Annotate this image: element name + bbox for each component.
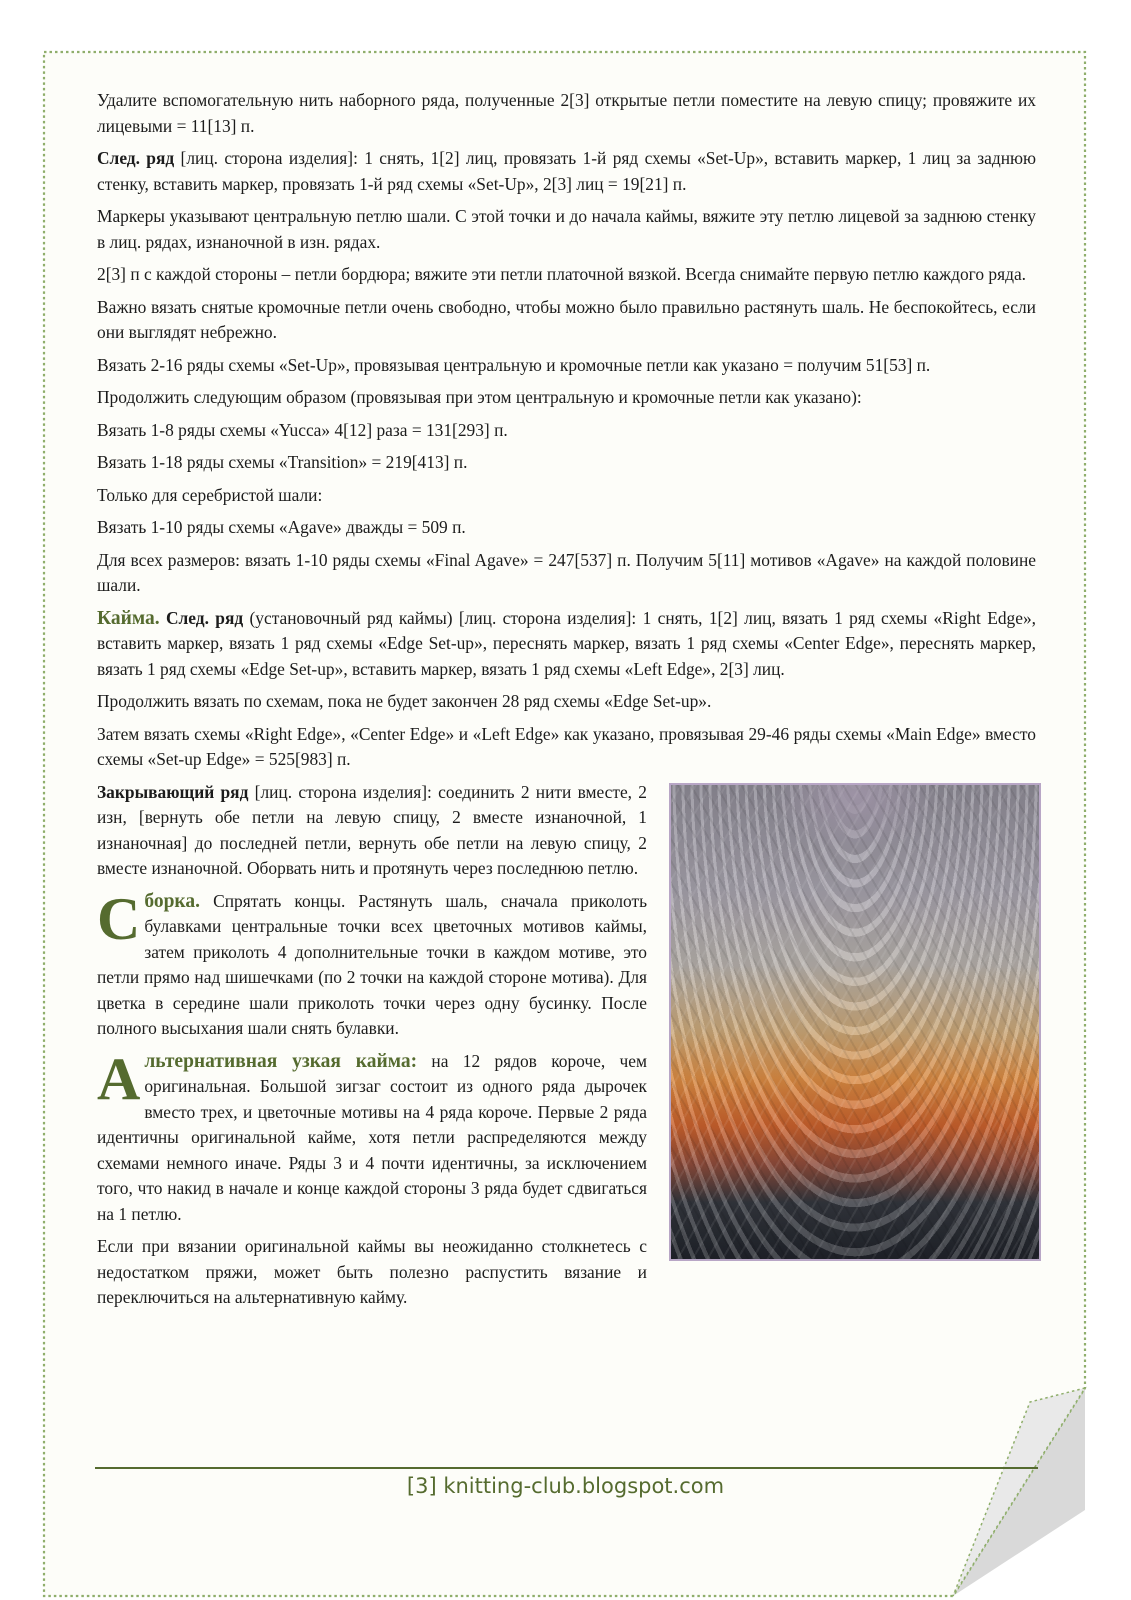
paragraph-14: Продолжить вязать по схемам, пока не будет закончен 28 ряд схемы «Edge Set-up». (97, 691, 712, 711)
paragraph-1: Удалите вспомогательную нить наборного ряда, полученные 2[3] открытые петли поместите на левую спицу; провяжите их лицевыми = 11[13] п. (97, 90, 1036, 136)
article-body (97, 88, 1036, 1318)
alternative-heading: льтернативная узкая кайма: (144, 1050, 418, 1072)
alternative-dropcap: А (97, 1045, 141, 1112)
paragraph-3: Маркеры указывают центральную петлю шали. С этой точки и до начала каймы, вяжите эту петлю лицевой за заднюю стенку в лиц. рядах, изнаночной в изн. рядах. (97, 206, 1036, 252)
wrap-area (97, 780, 1036, 1311)
paragraph-alternative: Альтернативная узкая кайма: на 12 рядов короче, чем оригинальная. Большой зигзаг состоит из одного ряда дырочек вместо трех, и цветочные мотивы на 4 ряда короче. Первые 2 ряда идентичны оригинальной кайме, хотя петли распределяются между схемами немного иначе. Ряды 3 и 4 почти идентичны, за исключением того, что накид в начале и конце каждой стороны 3 ряда будет сдвигаться на 1 петлю. (97, 1045, 647, 1224)
paragraph-2: След. ряд [лиц. сторона изделия]: 1 снять, 1[2] лиц, провязать 1-й ряд схемы «Set-Up», вставить маркер, 1 лиц за заднюю стенку, вставить маркер, провязать 1-й ряд схемы «Set-Up», 2[3] лиц = 19[21] п. (97, 148, 1036, 194)
bind-off-label: Закрывающий ряд (97, 781, 249, 802)
footer-text: [3] knitting-club.blogspot.com (406, 1474, 725, 1498)
assembly-dropcap: С (97, 885, 141, 952)
paragraph-bind-off: Закрывающий ряд [лиц. сторона изделия]: соединить 2 нити вместе, 2 изн, [вернуть обе петли на левую спицу, 2 вместе изнаночной, 1 изнаночная] до последней петли, вернуть обе петли на левую спицу, 2 вместе изнаночной. Оборвать нить и протянуть через последнюю петлю. (97, 781, 647, 878)
paragraph-19: Если при вязании оригинальной каймы вы неожиданно столкнетесь с недостатком пряжи, может быть полезно распустить вязание и переключиться на альтернативную кайму. (97, 1236, 647, 1307)
border-heading: Кайма. (97, 607, 160, 629)
paragraph-8: Вязать 1-8 ряды схемы «Yucca» 4[12] раза = 131[293] п. (97, 419, 508, 440)
shawl-photo (669, 783, 1041, 1261)
paragraph-border-section: Кайма. След. ряд (установочный ряд каймы) [лиц. сторона изделия]: 1 снять, 1[2] лиц, вязать 1 ряд схемы «Right Edge», вставить маркер, вязать 1 ряд схемы «Edge Set-up», переснять маркер, вязать 1 ряд схемы «Center Edge», переснять маркер, вязать 1 ряд схемы «Edge Set-up», вставить маркер, вязать 1 ряд схемы «Left Edge», 2[3] лиц. (97, 607, 1036, 679)
footer-rule (95, 1467, 1038, 1469)
paragraph-5: Важно вязать снятые кромочные петли очень свободно, чтобы можно было правильно растянуть шаль. Не беспокойтесь, если они выглядят небрежно. (97, 296, 1036, 342)
paragraph-6: Вязать 2-16 ряды схемы «Set-Up», провязывая центральную и кромочные петли как указано = получим 51[53] п. (97, 354, 931, 375)
paragraph-11: Вязать 1-10 ряды схемы «Agave» дважды = 509 п. (97, 517, 466, 537)
next-row-label: След. ряд (97, 148, 175, 168)
assembly-heading: борка. (144, 890, 200, 912)
paragraph-4: 2[3] п с каждой стороны – петли бордюра; вяжите эти петли платочной вязкой. Всегда снимайте первую петлю каждого ряда. (97, 264, 1027, 284)
paragraph-12: Для всех размеров: вязать 1-10 ряды схемы «Final Agave» = 247[537] п. Получим 5[11] мотивов «Agave» на каждой половине шали. (97, 549, 1036, 595)
paragraph-15: Затем вязать схемы «Right Edge», «Center Edge» и «Left Edge» как указано, провязывая 29-46 ряды схемы «Main Edge» вместо схемы «Set-up Edge» = 525[983] п. (97, 723, 1036, 769)
paragraph-9: Вязать 1-18 ряды схемы «Transition» = 219[413] п. (97, 452, 468, 472)
paragraph-assembly: Сборка. Спрятать концы. Растянуть шаль, сначала приколоть булавками центральные точки всех цветочных мотивов каймы, затем приколоть 4 дополнительные точки в каждом мотиве, это петли прямо над шишечками (по 2 точки на каждой стороне мотива). Для цветка в середине шали приколоть точки через одну бусинку. После полного высыхания шали снять булавки. (97, 885, 647, 1038)
paragraph-10: Только для серебристой шали: (97, 484, 323, 505)
paragraph-7: Продолжить следующим образом (провязывая при этом центральную и кромочные петли как указано): (97, 387, 862, 407)
